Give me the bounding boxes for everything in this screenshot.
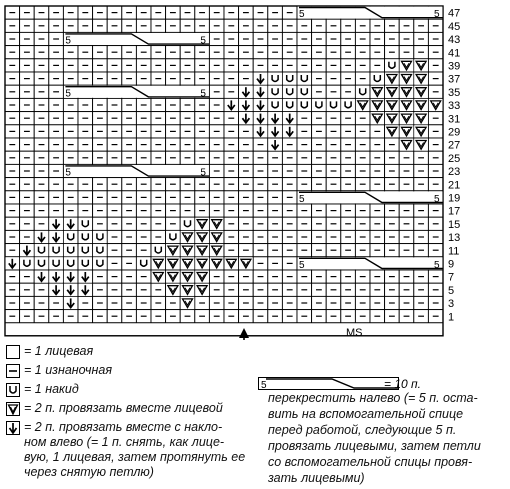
yarn-over-icon: [79, 231, 93, 243]
row-number: 33: [448, 100, 461, 113]
yarn-over-icon: [268, 86, 282, 98]
ssk-icon: [20, 244, 34, 256]
cable-count-left: 5: [65, 35, 71, 47]
ssk-icon: [35, 231, 49, 243]
row-number: 13: [448, 232, 461, 245]
cable-text-line-4: провязать лицевыми, затем петли: [268, 439, 481, 453]
cable-cross: [298, 7, 443, 21]
k2tog-icon: [181, 271, 195, 283]
ssk-icon: [268, 139, 282, 151]
yarn-over-icon: [371, 73, 385, 85]
yarn-over-icon: [341, 99, 355, 111]
yarn-over-icon: [49, 257, 63, 269]
cable-cross: [64, 86, 209, 100]
k2tog-icon: [385, 99, 399, 111]
row-number: 5: [448, 284, 455, 297]
legend-ssk-line-2: ном влево (= 1 п. снять, как лице-: [24, 435, 225, 449]
yarn-over-icon: [64, 231, 78, 243]
cable-count-right: 5: [434, 194, 440, 205]
cable-text-line-3: перед работой, следующие 5 п.: [268, 423, 457, 437]
k2tog-icon: [414, 99, 428, 111]
yarn-over-icon: [385, 59, 399, 71]
row-number: 47: [448, 7, 461, 20]
yarn-over-icon: [93, 244, 107, 256]
legend-purl-text: = 1 изнаночная: [24, 363, 113, 377]
row-number: 37: [448, 73, 461, 86]
yarn-over-icon: [298, 73, 312, 85]
k2tog-icon: [195, 271, 209, 283]
k2tog-icon: [166, 284, 180, 296]
cable-legend-description: [268, 390, 500, 486]
yarn-over-icon: [35, 257, 49, 269]
k2tog-icon: [195, 231, 209, 243]
k2tog-icon: [414, 125, 428, 137]
k2tog-icon: [400, 99, 414, 111]
purl-symbol-icon: [6, 364, 20, 378]
row-number: 7: [448, 271, 455, 284]
k2tog-icon: [385, 86, 399, 98]
ssk-icon: [49, 218, 63, 230]
k2tog-icon: [195, 284, 209, 296]
yarn-over-icon: [356, 86, 370, 98]
k2tog-icon: [239, 257, 253, 269]
ssk-icon: [239, 99, 253, 111]
k2tog-icon: [166, 271, 180, 283]
row-numbers: [448, 8, 460, 324]
ssk-icon: [239, 86, 253, 98]
ssk-icon: [283, 112, 297, 124]
yarn-over-icon: [93, 257, 107, 269]
k2tog-icon: [210, 218, 224, 230]
yarn-over-icon: [181, 218, 195, 230]
cable-legend-count: 5: [261, 380, 267, 391]
yarn-over-icon: [79, 218, 93, 230]
yarn-over-icon: [35, 244, 49, 256]
k2tog-icon: [152, 271, 166, 283]
ssk-icon: [35, 271, 49, 283]
row-number: 21: [448, 179, 461, 192]
cable-text-line-1: перекрестить налево (= 5 п. оста-: [268, 391, 478, 405]
k2tog-icon: [181, 284, 195, 296]
ssk-icon: [49, 271, 63, 283]
yarn-over-icon: [137, 257, 151, 269]
cable-legend-eq: = 10 п.: [384, 377, 421, 391]
k2tog-icon: [385, 125, 399, 137]
k2tog-icon: [225, 257, 239, 269]
ssk-icon: [254, 73, 268, 85]
ssk-icon: [79, 271, 93, 283]
k2tog-icon: [195, 257, 209, 269]
ssk-icon: [268, 125, 282, 137]
cable-count-right: 5: [200, 88, 206, 100]
k2tog-icon: [385, 112, 399, 124]
ssk-icon: [254, 99, 268, 111]
cable-count-left: 5: [65, 167, 71, 179]
row-number: 41: [448, 47, 461, 60]
k2tog-icon: [166, 244, 180, 256]
row-number: 9: [448, 258, 455, 271]
k2tog-icon: [429, 99, 443, 111]
yarn-over-icon: [79, 257, 93, 269]
row-number: 15: [448, 218, 461, 231]
yarn-over-icon: [166, 231, 180, 243]
knit-symbol-icon: [6, 345, 20, 359]
yarn-over-icon: [64, 244, 78, 256]
k2tog-icon: [195, 244, 209, 256]
ssk-icon: [64, 284, 78, 296]
row-number: 23: [448, 166, 461, 179]
k2tog-icon: [414, 112, 428, 124]
legend-ssk-line-4: через снятую петлю): [24, 465, 154, 479]
k2tog-icon: [371, 99, 385, 111]
ssk-icon: [254, 86, 268, 98]
legend-k2tog-text: = 2 п. провязать вместе лицевой: [24, 401, 223, 415]
ssk-icon: [64, 218, 78, 230]
ms-label: MS: [346, 327, 363, 339]
k2tog-icon: [400, 112, 414, 124]
ssk-icon: [64, 297, 78, 309]
ssk-icon: [268, 112, 282, 124]
k2tog-icon: [414, 73, 428, 85]
yarn-over-icon: [283, 73, 297, 85]
cable-cross: [298, 191, 443, 205]
cable-cross: [64, 33, 209, 47]
k2tog-icon: [210, 231, 224, 243]
row-number: 35: [448, 86, 461, 99]
row-number: 11: [448, 245, 460, 258]
cable-count-left: 5: [299, 9, 305, 21]
row-number: 19: [448, 192, 461, 205]
k2tog-icon: [385, 73, 399, 85]
k2tog-icon: [152, 257, 166, 269]
yarn-over-icon: [327, 99, 341, 111]
k2tog-icon: [414, 59, 428, 71]
yarn-over-icon: [49, 244, 63, 256]
ssk-icon: [64, 271, 78, 283]
k2tog-icon: [414, 139, 428, 151]
legend-ssk-line-3: вую, 1 лицевая, затем протянуть ее: [24, 450, 246, 464]
cable-count-right: 5: [200, 167, 206, 179]
k2tog-icon: [400, 125, 414, 137]
ssk-icon: [49, 284, 63, 296]
ssk-icon: [225, 99, 239, 111]
ssk-icon: [6, 257, 20, 269]
k2tog-icon: [166, 257, 180, 269]
ms-strip: [5, 323, 443, 336]
yarn-over-icon: [268, 73, 282, 85]
cable-text-line-6: зать лицевыми): [268, 471, 365, 485]
cable-count-left: 5: [65, 88, 71, 100]
k2tog-symbol-icon: [6, 402, 20, 416]
cable-text-line-2: вить на вспомогательной спице: [268, 407, 464, 421]
ssk-symbol-icon: [6, 421, 20, 435]
k2tog-icon: [181, 244, 195, 256]
ssk-icon: [283, 125, 297, 137]
row-number: 3: [448, 298, 455, 311]
k2tog-icon: [400, 59, 414, 71]
yarn-over-icon: [93, 231, 107, 243]
yarn-over-icon: [268, 99, 282, 111]
yarn-over-icon: [298, 86, 312, 98]
ssk-icon: [49, 231, 63, 243]
yarn-over-icon: [298, 99, 312, 111]
legend-ssk-line-1: = 2 п. провязать вместе с накло-: [24, 420, 223, 434]
row-number: 43: [448, 34, 461, 47]
ssk-icon: [79, 284, 93, 296]
cable-cross: [298, 257, 443, 271]
row-number: 27: [448, 139, 461, 152]
yarn-over-symbol-icon: [6, 383, 20, 397]
cable-count-right: 5: [434, 9, 440, 21]
yarn-over-icon: [152, 244, 166, 256]
k2tog-icon: [181, 231, 195, 243]
cable-count-left: 5: [299, 260, 305, 271]
k2tog-icon: [400, 139, 414, 151]
legend-knit-text: = 1 лицевая: [24, 344, 94, 358]
cable-count-left: 5: [299, 194, 305, 205]
k2tog-icon: [400, 73, 414, 85]
k2tog-icon: [210, 244, 224, 256]
yarn-over-icon: [312, 99, 326, 111]
row-number: 17: [448, 205, 461, 218]
k2tog-icon: [181, 297, 195, 309]
cable-cross: [64, 165, 209, 179]
k2tog-icon: [356, 99, 370, 111]
row-number: 45: [448, 20, 461, 33]
k2tog-icon: [414, 86, 428, 98]
k2tog-icon: [371, 86, 385, 98]
ssk-icon: [239, 112, 253, 124]
ssk-icon: [254, 112, 268, 124]
row-number: 1: [448, 311, 455, 324]
row-number: 25: [448, 152, 461, 165]
row-number: 31: [448, 113, 461, 126]
yarn-over-icon: [283, 99, 297, 111]
legend-yarn-over-text: = 1 накид: [24, 382, 79, 396]
yarn-over-icon: [64, 257, 78, 269]
k2tog-icon: [195, 218, 209, 230]
yarn-over-icon: [20, 257, 34, 269]
ssk-icon: [254, 125, 268, 137]
row-number: 39: [448, 60, 461, 73]
k2tog-icon: [371, 112, 385, 124]
cable-text-line-5: со вспомогательной спицы провя-: [268, 455, 473, 469]
yarn-over-icon: [79, 244, 93, 256]
row-number: 29: [448, 126, 461, 139]
cable-count-right: 5: [434, 260, 440, 271]
k2tog-icon: [400, 86, 414, 98]
k2tog-icon: [210, 257, 224, 269]
k2tog-icon: [181, 257, 195, 269]
yarn-over-icon: [283, 86, 297, 98]
cable-count-right: 5: [200, 35, 206, 47]
